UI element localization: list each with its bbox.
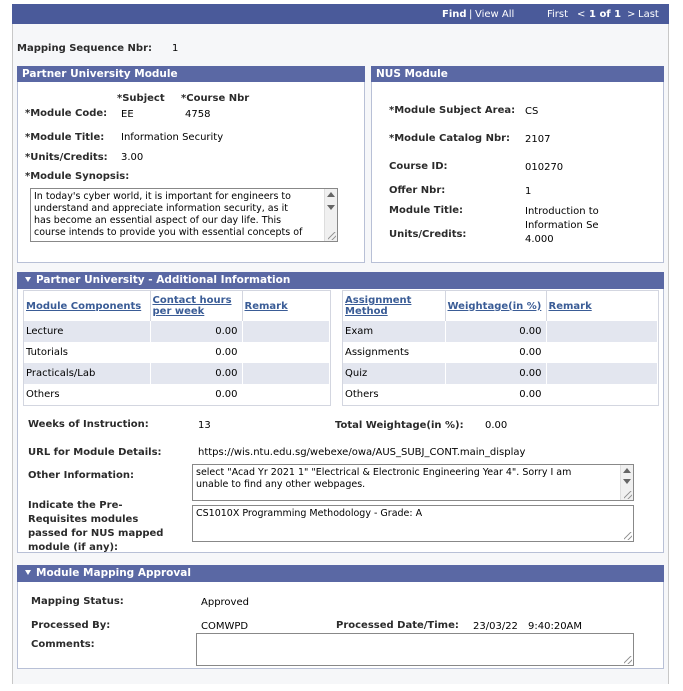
module-title-label: *Module Title: <box>25 132 105 143</box>
component-hours: 0.00 <box>150 363 242 384</box>
collapse-arrow-icon[interactable] <box>25 570 31 575</box>
module-synopsis-textarea[interactable] <box>30 188 338 242</box>
page-indicator: 1 of 1 <box>589 9 622 20</box>
table-row <box>343 342 658 363</box>
weeks-value: 13 <box>198 420 211 431</box>
module-title-value: Information Security <box>121 132 224 143</box>
component-remark <box>242 342 330 363</box>
nus-module-title-value: Introduction to <box>525 206 599 217</box>
module-subject-area-value: CS <box>525 106 539 117</box>
synopsis-line: has become an essential aspect of our day life. This <box>34 215 282 226</box>
partner-module-header: Partner University Module <box>17 66 365 82</box>
mapping-status-label: Mapping Status: <box>31 596 124 607</box>
assessment-weight: 0.00 <box>445 363 546 384</box>
assessment-weight: 0.00 <box>445 321 546 342</box>
offer-nbr-label: Offer Nbr: <box>389 185 446 196</box>
subject-column-header: *Subject <box>117 93 165 104</box>
contact-hours-header[interactable]: Contact hours per week <box>152 295 232 317</box>
assessment-name: Assignments <box>343 342 445 363</box>
assessment-name: Others <box>343 384 445 405</box>
component-hours: 0.00 <box>150 342 242 363</box>
navigation-bar <box>12 4 669 24</box>
comments-textarea[interactable] <box>196 633 634 666</box>
resize-grip-icon[interactable] <box>624 491 632 499</box>
toolbar-separator: | <box>469 9 473 20</box>
component-hours: 0.00 <box>150 384 242 405</box>
other-info-textarea[interactable] <box>192 464 634 501</box>
synopsis-line: understand and appreciate information security, as it <box>34 203 288 214</box>
component-remark <box>242 384 330 405</box>
additional-info-header[interactable] <box>17 272 664 289</box>
approval-header[interactable] <box>17 565 664 582</box>
processed-time-value: 9:40:20AM <box>528 621 583 632</box>
component-remark <box>242 321 330 342</box>
table-row <box>24 384 330 405</box>
prereq-label <box>28 499 163 555</box>
assignment-method-header[interactable]: Assignment Method <box>345 295 412 317</box>
other-info-label: Other Information: <box>28 470 134 481</box>
url-label: URL for Module Details: <box>28 447 162 458</box>
additional-info-title: Partner University - Additional Information <box>36 274 291 286</box>
mapping-status-value: Approved <box>201 597 249 608</box>
assessment-name: Exam <box>343 321 445 342</box>
nus-module-title-value-2: Information Se <box>525 220 599 231</box>
total-weightage-label: Total Weightage(in %): <box>335 420 464 431</box>
scroll-down-icon[interactable] <box>327 205 335 210</box>
other-info-line: unable to find any other webpages. <box>196 479 366 490</box>
module-components-header[interactable]: Module Components <box>26 300 142 312</box>
url-value: https://wis.ntu.edu.sg/webexe/owa/AUS_SUBJ_CONT.main_display <box>198 447 526 458</box>
component-remark <box>242 363 330 384</box>
assessment-grid <box>343 291 658 405</box>
module-components-grid <box>24 291 330 405</box>
course-nbr-column-header: *Course Nbr <box>181 93 250 104</box>
component-name: Others <box>24 384 150 405</box>
synopsis-line: course intends to provide you with essential concepts of <box>34 227 303 238</box>
processed-date-value: 23/03/22 <box>473 621 518 632</box>
module-subject-area-label: *Module Subject Area: <box>389 105 516 116</box>
assessment-name: Quiz <box>343 363 445 384</box>
offer-nbr-value: 1 <box>525 186 532 197</box>
scroll-down-icon[interactable] <box>623 479 631 484</box>
units-credits-value: 3.00 <box>121 152 144 163</box>
find-link[interactable]: Find <box>442 9 467 20</box>
last-link: Last <box>638 9 659 20</box>
nus-units-label: Units/Credits: <box>389 229 467 240</box>
module-catalog-label: *Module Catalog Nbr: <box>389 133 511 144</box>
view-all-link[interactable]: View All <box>475 9 515 20</box>
scroll-up-icon[interactable] <box>623 468 631 473</box>
components-remark-header[interactable]: Remark <box>244 300 288 312</box>
module-subject-value: EE <box>121 109 134 120</box>
assessment-remark <box>546 363 658 384</box>
course-id-value: 010270 <box>525 162 564 173</box>
other-info-line: select "Acad Yr 2021 1" "Electrical & Electronic Engineering Year 4". Sorry I am <box>196 467 572 478</box>
resize-grip-icon[interactable] <box>624 532 632 540</box>
table-row <box>24 321 330 342</box>
component-name: Practicals/Lab <box>24 363 150 384</box>
resize-grip-icon[interactable] <box>624 656 632 664</box>
nus-module-title-label: Module Title: <box>389 205 464 216</box>
comments-label: Comments: <box>31 639 95 650</box>
prereq-label-line: module (if any): <box>28 542 119 553</box>
processed-by-label: Processed By: <box>31 620 111 631</box>
processed-datetime-label: Processed Date/Time: <box>336 620 459 631</box>
prereq-label-line: passed for NUS mapped <box>28 528 164 539</box>
assessment-remark <box>546 342 658 363</box>
prereq-label-line: Requisites modules <box>28 514 139 525</box>
assessment-remark <box>546 321 658 342</box>
weeks-label: Weeks of Instruction: <box>28 419 149 430</box>
prev-link: < <box>577 9 586 20</box>
assessment-remark <box>546 384 658 405</box>
nus-module-header: NUS Module <box>371 66 664 82</box>
assessment-weight: 0.00 <box>445 342 546 363</box>
approval-title: Module Mapping Approval <box>36 567 191 579</box>
assessment-remark-header[interactable]: Remark <box>548 300 592 312</box>
module-catalog-value: 2107 <box>525 134 551 145</box>
module-code-label: *Module Code: <box>25 108 108 119</box>
component-name: Tutorials <box>24 342 150 363</box>
assessment-weight: 0.00 <box>445 384 546 405</box>
module-synopsis-label: *Module Synopsis: <box>25 171 130 182</box>
table-row <box>343 321 658 342</box>
prereq-textarea[interactable] <box>192 505 634 542</box>
table-row <box>343 384 658 405</box>
table-row <box>24 342 330 363</box>
weightage-header[interactable]: Weightage(in %) <box>447 300 542 312</box>
module-course-nbr-value: 4758 <box>185 109 211 120</box>
component-name: Lecture <box>24 321 150 342</box>
resize-grip-icon[interactable] <box>328 232 336 240</box>
total-weightage-value: 0.00 <box>485 420 508 431</box>
table-row <box>24 363 330 384</box>
first-link: First <box>547 9 569 20</box>
processed-by-value: COMWPD <box>201 621 249 632</box>
units-credits-label: *Units/Credits: <box>25 152 108 163</box>
nus-units-value: 4.000 <box>525 234 554 245</box>
scroll-up-icon[interactable] <box>327 192 335 197</box>
mapping-seq-value: 1 <box>172 43 179 54</box>
table-row <box>343 363 658 384</box>
course-id-label: Course ID: <box>389 161 448 172</box>
prereq-value: CS1010X Programming Methodology - Grade: A <box>196 508 423 519</box>
mapping-seq-label: Mapping Sequence Nbr: <box>17 43 153 54</box>
next-link: > <box>627 9 636 20</box>
component-hours: 0.00 <box>150 321 242 342</box>
collapse-arrow-icon[interactable] <box>25 277 31 282</box>
prereq-label-line: Indicate the Pre- <box>28 500 123 511</box>
synopsis-line: In today's cyber world, it is important for engineers to <box>34 191 291 202</box>
